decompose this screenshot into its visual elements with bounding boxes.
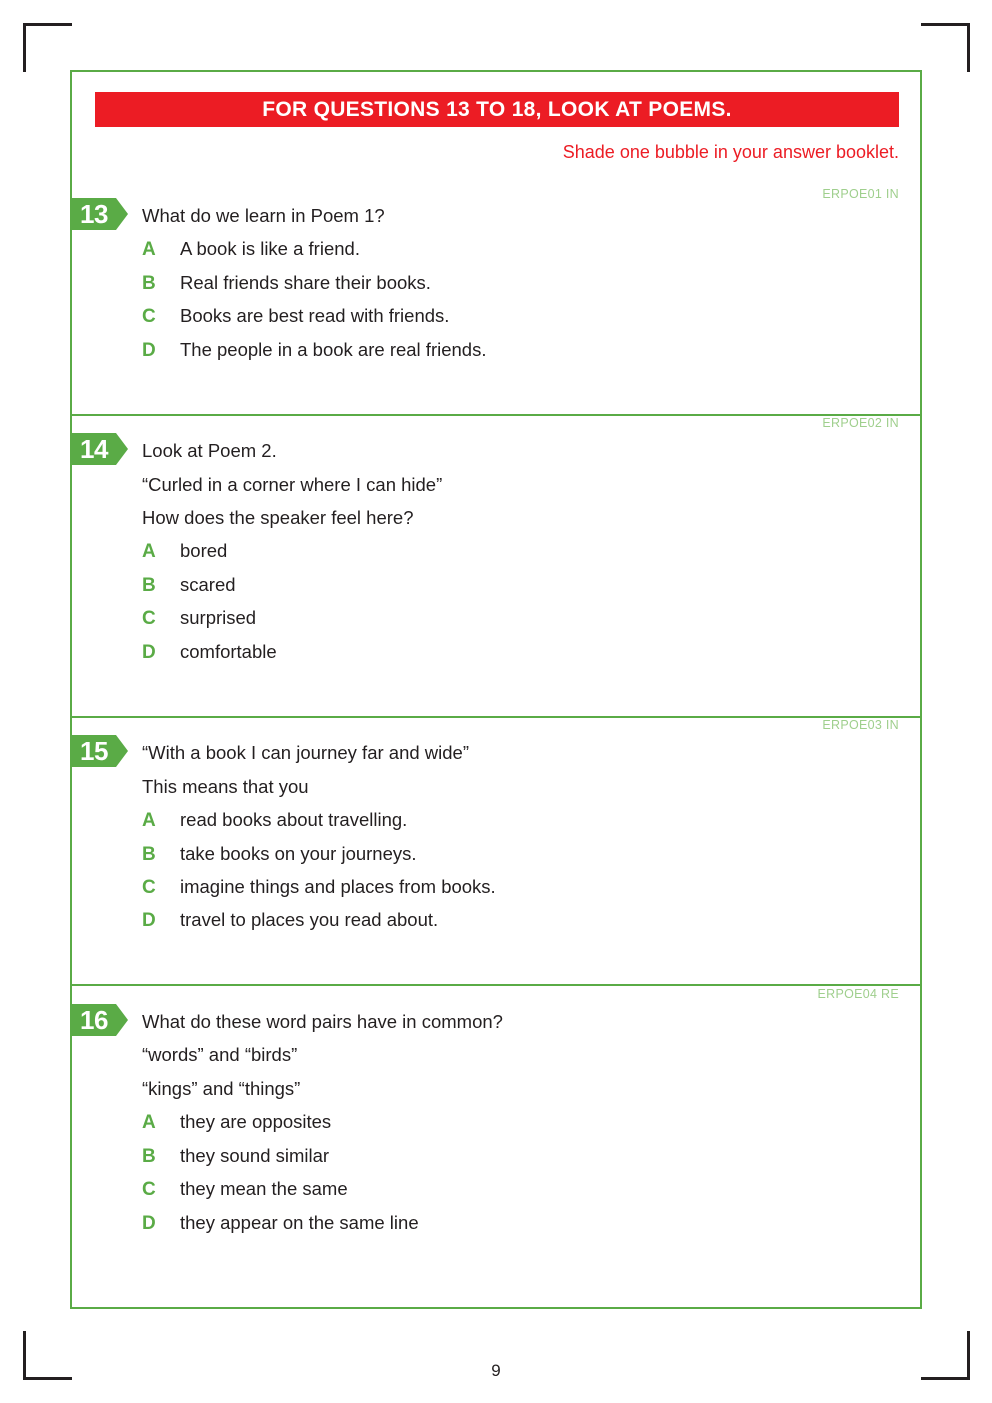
option-text: The people in a book are real friends. xyxy=(180,339,487,360)
option-letter: D xyxy=(142,1213,156,1234)
option-letter: A xyxy=(142,1112,156,1133)
option-letter: C xyxy=(142,1179,156,1200)
option-c xyxy=(142,304,449,328)
option-letter: B xyxy=(142,844,156,865)
option-text: they sound similar xyxy=(180,1145,330,1166)
question-word-pair: “words” and “birds” xyxy=(142,1044,298,1065)
option-text: surprised xyxy=(180,607,257,628)
option-text: they are opposites xyxy=(180,1111,332,1132)
option-a xyxy=(142,539,227,563)
instruction-text: Shade one bubble in your answer booklet. xyxy=(562,142,899,162)
question-number-badge xyxy=(72,735,128,767)
question-stem: What do these word pairs have in common? xyxy=(142,1011,503,1032)
option-text: comfortable xyxy=(180,641,277,662)
option-letter: C xyxy=(142,877,156,898)
question-word-pair: “kings” and “things” xyxy=(142,1078,301,1099)
option-text: bored xyxy=(180,540,228,561)
page-number: 9 xyxy=(491,1361,501,1380)
section-divider xyxy=(72,984,920,986)
option-text: A book is like a friend. xyxy=(180,238,360,259)
arrow-icon xyxy=(116,735,128,767)
crop-mark-top-left xyxy=(23,23,72,72)
crop-mark-top-right xyxy=(921,23,970,72)
option-text: they appear on the same line xyxy=(180,1212,419,1233)
question-stem: What do we learn in Poem 1? xyxy=(142,205,385,226)
question-code: ERPOE02 IN xyxy=(822,416,899,430)
option-d xyxy=(142,908,438,932)
option-b xyxy=(142,271,431,295)
option-c xyxy=(142,1177,348,1201)
arrow-icon xyxy=(116,1004,128,1036)
option-a xyxy=(142,808,407,832)
question-code: ERPOE03 IN xyxy=(822,718,899,732)
option-a xyxy=(142,1110,331,1134)
option-letter: D xyxy=(142,910,156,931)
question-quote: “Curled in a corner where I can hide” xyxy=(142,474,443,495)
question-number-badge xyxy=(72,1004,128,1036)
option-a xyxy=(142,237,360,261)
option-text: scared xyxy=(180,574,236,595)
option-text: imagine things and places from books. xyxy=(180,876,496,897)
question-code: ERPOE01 IN xyxy=(822,187,899,201)
option-letter: A xyxy=(142,810,156,831)
option-text: Books are best read with friends. xyxy=(180,305,450,326)
question-number: 13 xyxy=(72,198,116,230)
question-quote: “With a book I can journey far and wide” xyxy=(142,742,469,763)
option-letter: B xyxy=(142,1146,156,1167)
option-c xyxy=(142,875,496,899)
option-b xyxy=(142,573,236,597)
option-letter: D xyxy=(142,340,156,361)
question-number: 14 xyxy=(72,433,116,465)
section-divider xyxy=(72,414,920,416)
section-banner: FOR QUESTIONS 13 TO 18, LOOK AT POEMS. xyxy=(95,92,899,127)
arrow-icon xyxy=(116,433,128,465)
option-letter: C xyxy=(142,608,156,629)
option-text: take books on your journeys. xyxy=(180,843,417,864)
option-letter: A xyxy=(142,239,156,260)
option-letter: B xyxy=(142,575,156,596)
question-stem: Look at Poem 2. xyxy=(142,440,277,461)
option-text: they mean the same xyxy=(180,1178,348,1199)
option-text: read books about travelling. xyxy=(180,809,408,830)
question-number: 15 xyxy=(72,735,116,767)
option-d xyxy=(142,338,486,362)
option-b xyxy=(142,1144,329,1168)
option-letter: B xyxy=(142,273,156,294)
option-d xyxy=(142,640,277,664)
option-text: Real friends share their books. xyxy=(180,272,431,293)
question-frame xyxy=(70,70,922,1309)
option-c xyxy=(142,606,256,630)
question-prompt: How does the speaker feel here? xyxy=(142,507,414,528)
option-letter: D xyxy=(142,642,156,663)
arrow-icon xyxy=(116,198,128,230)
question-number-badge xyxy=(72,198,128,230)
section-divider xyxy=(72,716,920,718)
option-d xyxy=(142,1211,419,1235)
option-letter: A xyxy=(142,541,156,562)
option-text: travel to places you read about. xyxy=(180,909,439,930)
question-number: 16 xyxy=(72,1004,116,1036)
option-letter: C xyxy=(142,306,156,327)
question-number-badge xyxy=(72,433,128,465)
option-b xyxy=(142,842,417,866)
question-prompt: This means that you xyxy=(142,776,309,797)
question-code: ERPOE04 RE xyxy=(817,987,899,1001)
